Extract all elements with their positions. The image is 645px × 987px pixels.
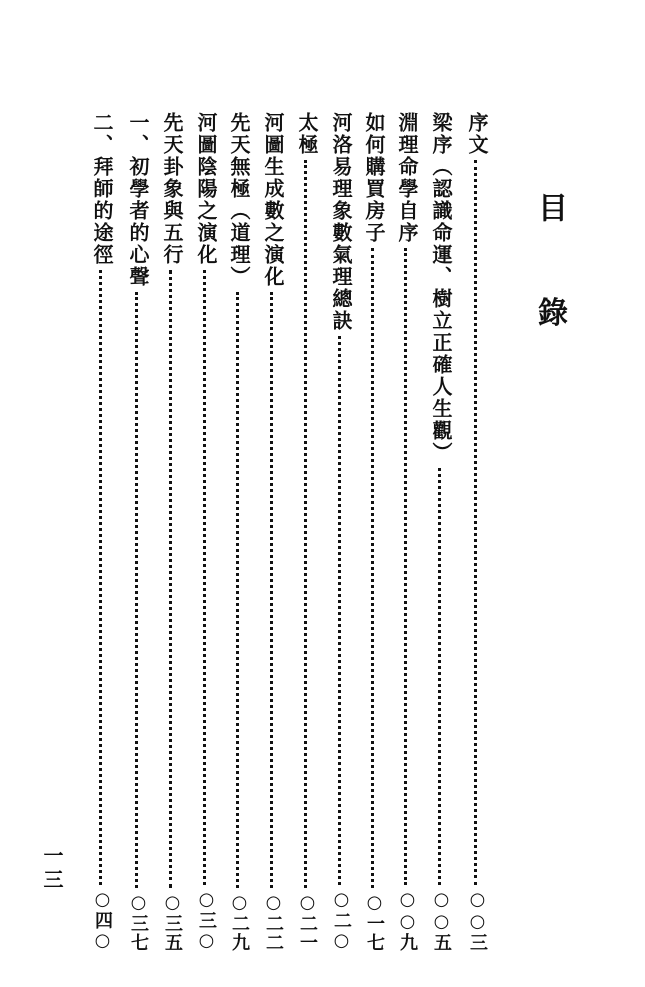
dot-leader: [338, 336, 345, 885]
toc-entry[interactable]: [259, 112, 287, 952]
toc-entry[interactable]: [225, 112, 253, 952]
toc-entry-label: 先天無極（道理）: [227, 112, 251, 288]
toc-entry-page: ○四○: [92, 889, 113, 952]
toc-entry[interactable]: [327, 112, 355, 952]
toc-entry-page: ○○五: [431, 889, 452, 952]
toc-entry[interactable]: [192, 112, 220, 952]
toc-entry[interactable]: [124, 112, 152, 952]
toc-entry-page: ○二二: [263, 892, 284, 952]
toc-entry-label: 淵理命學自序: [395, 112, 419, 244]
toc-entry-page: ○三七: [128, 892, 149, 952]
toc-entry-label: 河圖陰陽之演化: [194, 112, 218, 266]
dot-leader: [203, 270, 210, 885]
page-title: 目 錄: [532, 192, 567, 359]
dot-leader: [474, 160, 481, 885]
toc-entry-page: ○一七: [364, 892, 385, 952]
dot-leader: [135, 292, 142, 888]
dot-leader: [99, 270, 106, 885]
dot-leader: [404, 248, 411, 885]
toc-entry-label: 梁序（認識命運、樹立正確人生觀）: [429, 112, 453, 464]
toc-entry-page: ○三○: [196, 889, 217, 952]
toc-entry-page: ○三五: [162, 892, 183, 952]
toc-entry-page: ○二一: [297, 892, 318, 952]
toc-entry-label: 河圖生成數之演化: [261, 112, 285, 288]
page-folio: 一三: [40, 845, 64, 893]
toc-entry-label: 河洛易理象數氣理總訣: [329, 112, 353, 332]
toc-entry-page: ○○三: [467, 889, 488, 952]
dot-leader: [169, 270, 176, 888]
toc-entry-page: ○二九: [229, 892, 250, 952]
toc-entry[interactable]: [158, 112, 186, 952]
toc-entry[interactable]: [427, 112, 455, 952]
toc-entry-label: 一、初學者的心聲: [126, 112, 150, 288]
toc-entry-label: 二、拜師的途徑: [90, 112, 114, 266]
toc-entry-label: 太極: [295, 112, 319, 156]
toc-entry[interactable]: [293, 112, 321, 952]
toc-entry-label: 序文: [465, 112, 489, 156]
dot-leader: [438, 468, 445, 885]
toc-entry[interactable]: [393, 112, 421, 952]
dot-leader: [270, 292, 277, 888]
toc-entry-page: ○○九: [397, 889, 418, 952]
toc-entry-label: 如何購買房子: [362, 112, 386, 244]
toc-entry[interactable]: [88, 112, 116, 952]
toc-entry-label: 先天卦象與五行: [160, 112, 184, 266]
toc-entry[interactable]: [463, 112, 491, 952]
dot-leader: [371, 248, 378, 888]
toc-entry[interactable]: [360, 112, 388, 952]
dot-leader: [236, 292, 243, 888]
dot-leader: [304, 160, 311, 888]
toc-entry-page: ○二○: [331, 889, 352, 952]
